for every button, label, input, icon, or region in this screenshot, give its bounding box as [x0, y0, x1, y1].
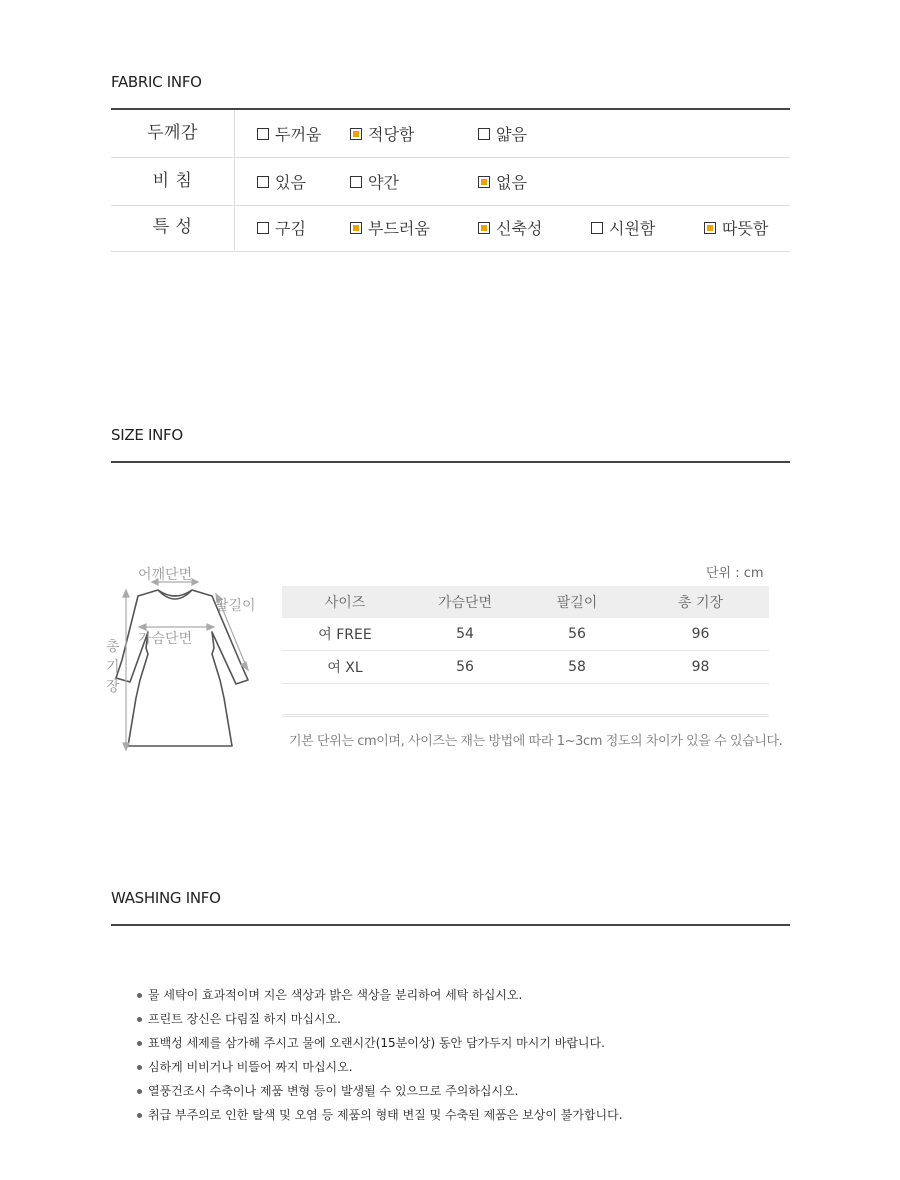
option-thin[interactable] — [478, 110, 527, 157]
shoulder-label: 어깨단면 — [138, 567, 193, 583]
option-label: 약간 — [368, 173, 399, 192]
washing-info-rule — [111, 924, 790, 926]
option-label: 적당함 — [368, 125, 415, 144]
list-item — [137, 1031, 623, 1055]
option-medium[interactable] — [350, 110, 414, 157]
unit-label: 단위 : cm — [706, 566, 764, 581]
bullet-icon — [137, 1017, 142, 1022]
option-label: 따뜻함 — [722, 219, 769, 238]
table-row-empty — [282, 684, 769, 715]
checkbox-icon[interactable] — [591, 222, 603, 234]
table-cell: 여 FREE — [318, 627, 372, 643]
column-header: 사이즈 — [324, 595, 366, 611]
row-label: 비 침 — [152, 171, 193, 191]
checkbox-checked-icon[interactable] — [704, 222, 716, 234]
list-item-text: 물 세탁이 효과적이며 지은 색상과 밝은 색상을 분리하여 세탁 하십시오. — [148, 988, 523, 1002]
list-item — [137, 1007, 623, 1031]
option-soft[interactable] — [350, 204, 430, 251]
list-item — [137, 1103, 623, 1127]
checkbox-icon[interactable] — [257, 222, 269, 234]
size-table — [282, 586, 769, 715]
option-yes[interactable] — [257, 158, 306, 205]
table-cell: 54 — [456, 626, 474, 642]
option-warm[interactable] — [704, 204, 768, 251]
column-header: 총 기장 — [677, 595, 724, 611]
length-label-3: 장 — [106, 679, 120, 695]
length-label-2: 기 — [106, 659, 120, 675]
fabric-row-thickness — [111, 110, 790, 158]
row-label: 특 성 — [152, 217, 193, 237]
option-cool[interactable] — [591, 204, 655, 251]
length-label-1: 총 — [106, 639, 120, 655]
option-label: 얇음 — [496, 125, 527, 144]
checkbox-checked-icon[interactable] — [350, 222, 362, 234]
list-item — [137, 1055, 623, 1079]
table-cell: 여 XL — [327, 660, 363, 676]
checkbox-icon[interactable] — [350, 176, 362, 188]
size-table-header — [282, 586, 769, 618]
washing-list — [137, 983, 623, 1127]
option-label: 구김 — [275, 219, 306, 238]
table-cell: 96 — [691, 626, 710, 642]
option-stretch[interactable] — [478, 204, 542, 251]
column-header: 가슴단면 — [437, 595, 493, 611]
option-label: 있음 — [275, 173, 306, 192]
list-item-text: 심하게 비비거나 비뜰어 짜지 마십시오. — [148, 1060, 353, 1074]
checkbox-icon[interactable] — [257, 176, 269, 188]
size-info-rule — [111, 461, 790, 463]
list-item-text: 열풍건조시 수축이나 제품 변형 등이 발생될 수 있으므로 주의하십시오. — [148, 1084, 519, 1098]
option-label: 두꺼움 — [275, 125, 322, 144]
checkbox-icon[interactable] — [478, 128, 490, 140]
bullet-icon — [137, 1113, 142, 1118]
table-row — [282, 651, 769, 684]
size-note-divider — [282, 716, 769, 717]
list-item — [137, 1079, 623, 1103]
bullet-icon — [137, 1089, 142, 1094]
option-wrinkle[interactable] — [257, 204, 306, 251]
size-note: 기본 단위는 cm이며, 사이즈는 재는 방법에 따라 1~3cm 정도의 차이가 있을 수 있습니다. — [289, 734, 783, 749]
fabric-info-title: FABRIC INFO — [111, 73, 202, 91]
option-label: 없음 — [496, 173, 527, 192]
chest-label: 가슴단면 — [138, 631, 193, 647]
bullet-icon — [137, 1065, 142, 1070]
fabric-table-divider — [234, 110, 235, 250]
column-header: 팔길이 — [556, 595, 598, 611]
table-cell: 98 — [691, 659, 710, 675]
option-thick[interactable] — [257, 110, 321, 157]
washing-info-title: WASHING INFO — [111, 889, 221, 907]
bullet-icon — [137, 993, 142, 998]
option-slight[interactable] — [350, 158, 399, 205]
checkbox-checked-icon[interactable] — [478, 176, 490, 188]
option-none[interactable] — [478, 158, 527, 205]
option-label: 부드러움 — [368, 219, 430, 238]
checkbox-checked-icon[interactable] — [350, 128, 362, 140]
option-label: 시원함 — [609, 219, 656, 238]
table-cell: 58 — [568, 659, 586, 675]
table-cell: 56 — [568, 626, 586, 642]
option-label: 신축성 — [496, 219, 543, 238]
list-item-text: 표백성 세제를 삼가해 주시고 물에 오랜시간(15분이상) 동안 담가두지 마시기 바랍니다. — [148, 1036, 605, 1050]
list-item-text: 취급 부주의로 인한 탈색 및 오염 등 제품의 형태 변질 및 수축된 제품은 보상이 불가합니다. — [148, 1108, 623, 1122]
bullet-icon — [137, 1041, 142, 1046]
fabric-row-features — [111, 204, 790, 252]
row-label: 두께감 — [147, 123, 198, 143]
size-info-title: SIZE INFO — [111, 426, 183, 444]
sleeve-label: 팔길이 — [215, 598, 256, 614]
table-cell: 56 — [456, 659, 474, 675]
list-item — [137, 983, 623, 1007]
table-row — [282, 618, 769, 651]
checkbox-icon[interactable] — [257, 128, 269, 140]
fabric-row-seethrough — [111, 158, 790, 206]
list-item-text: 프린트 장신은 다림질 하지 마십시오. — [148, 1012, 341, 1026]
checkbox-checked-icon[interactable] — [478, 222, 490, 234]
